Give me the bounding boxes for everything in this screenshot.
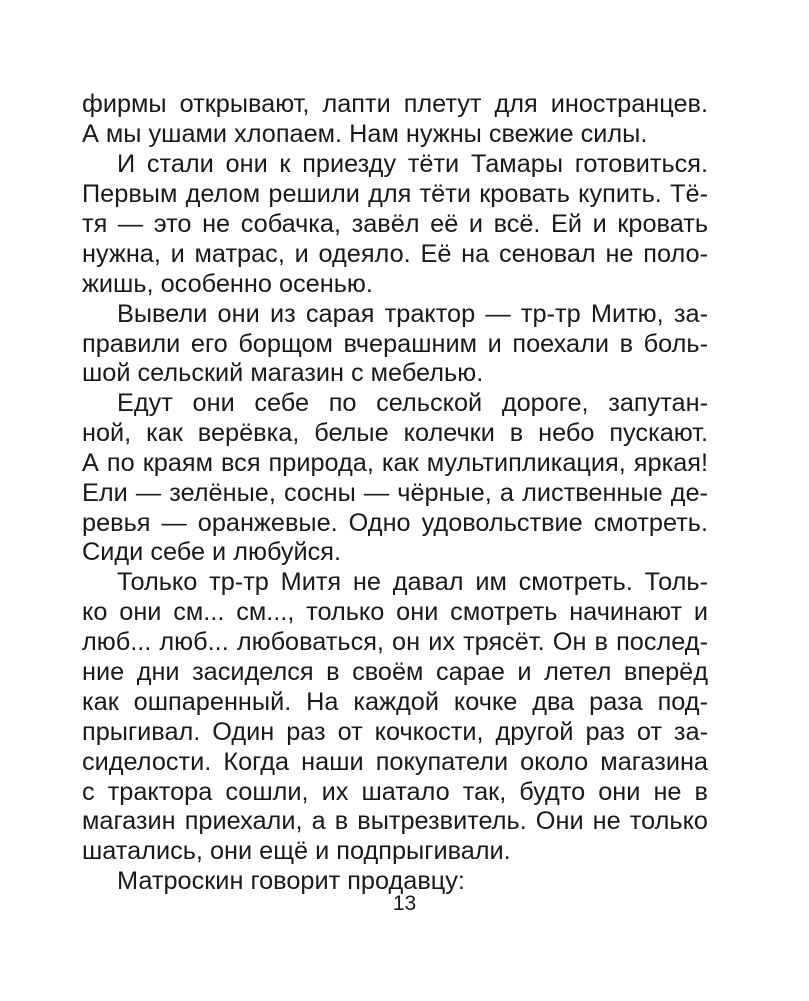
text-line: А мы ушами хлопаем. Нам нужны свежие силы. <box>82 120 648 148</box>
text-line: Только тр-тр Митя не давал им смотреть. Толь- <box>117 568 708 596</box>
text-line: магазин приехали, а в вытрезвитель. Они не только <box>82 807 708 835</box>
text-line: Ели — зелёные, сосны — чёрные, а лиственные де- <box>82 479 708 507</box>
text-line: сиделости. Когда наши покупатели около магазина <box>82 748 708 776</box>
text-line: Едут они себе по сельской дороге, запутан- <box>117 389 708 417</box>
text-line: шой сельский магазин с мебелью. <box>82 359 484 387</box>
text-line: жишь, особенно осенью. <box>82 270 373 298</box>
text-line: А по краям вся природа, как мультипликация, яркая! <box>82 449 708 477</box>
text-line: прыгивал. Один раз от кочкости, другой раз от за- <box>82 718 708 746</box>
text-line: фирмы открывают, лапти плетут для иностранцев. <box>82 90 708 118</box>
text-line: Первым делом решили для тёти кровать купить. Тё- <box>82 180 708 208</box>
page-number: 13 <box>392 892 417 915</box>
text-line: как ошпаренный. На каждой кочке два раза под- <box>82 688 708 716</box>
text-line: Вывели они из сарая трактор — тр-тр Митю, за- <box>117 300 708 328</box>
text-line: Матроскин говорит продавцу: <box>117 867 465 895</box>
text-line: нужна, и матрас, и одеяло. Её на сеновал не поло- <box>82 240 708 268</box>
text-line: с трактора сошли, их шатало так, будто они не в <box>82 778 708 806</box>
text-line: тя — это не собачка, завёл её и всё. Ей и кровать <box>82 210 708 238</box>
text-line: люб... люб... любоваться, он их трясёт. Он в послед- <box>82 628 708 656</box>
text-line: ко они см... см..., только они смотреть начинают и <box>82 598 708 626</box>
text-line: Сиди себе и любуйся. <box>82 538 342 566</box>
text-line: И стали они к приезду тёти Тамары готовиться. <box>117 150 708 178</box>
text-line: ной, как верёвка, белые колечки в небо пускают. <box>82 419 708 447</box>
text-line: правили его борщом вчерашним и поехали в боль- <box>82 330 708 358</box>
text-line: шатались, они ещё и подпрыгивали. <box>82 837 511 865</box>
text-line: ние дни засиделся в своём сарае и летел вперёд <box>82 658 708 686</box>
text-line: ревья — оранжевые. Одно удовольствие смотреть. <box>82 509 708 537</box>
